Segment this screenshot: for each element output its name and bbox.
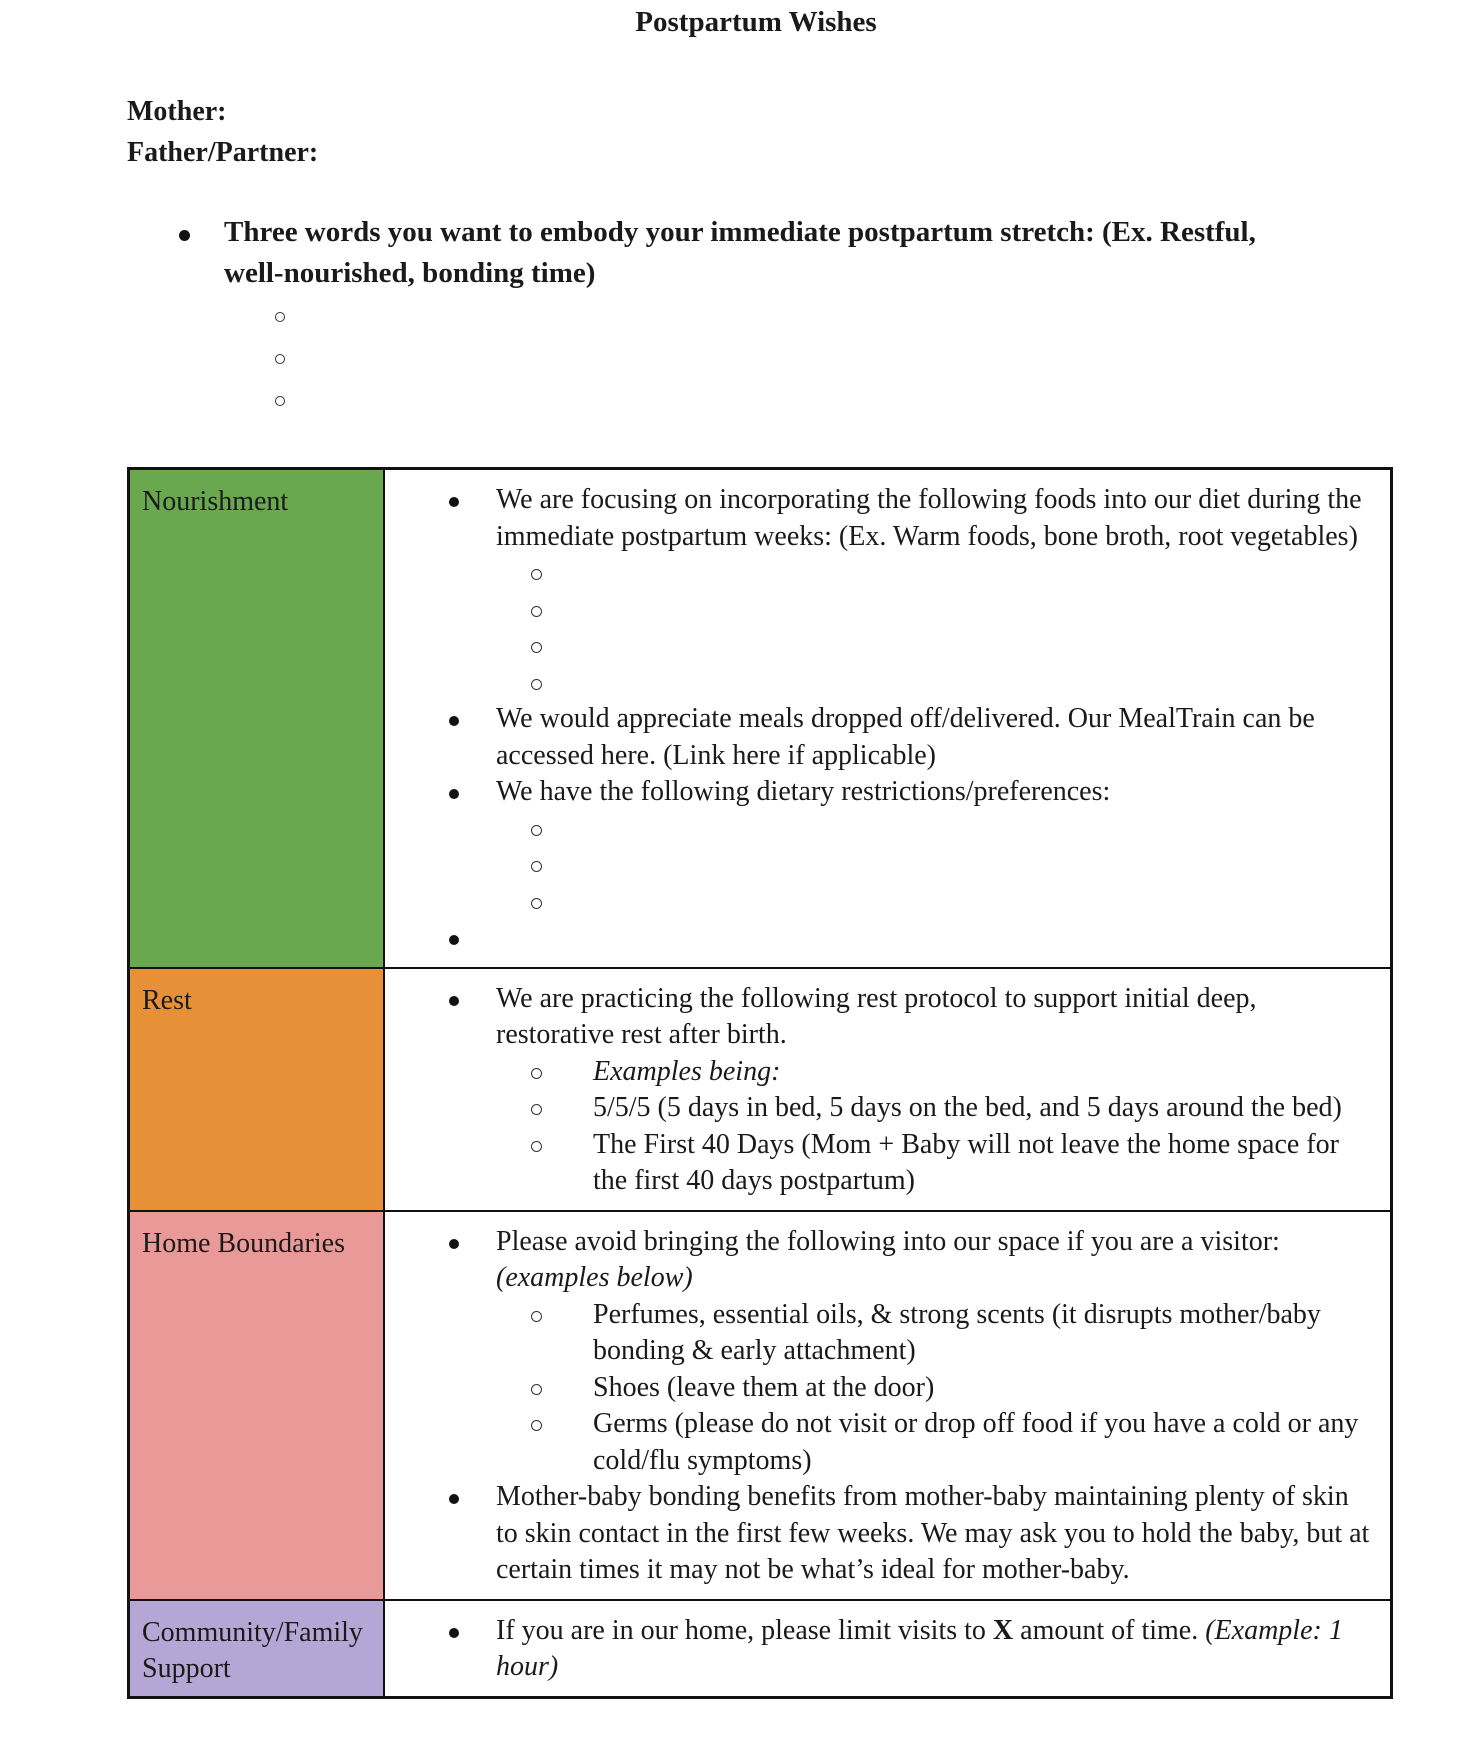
rest-sub-3: The First 40 Days (Mom + Baby will not leave the home space for the first 40 days postpartum) (593, 1128, 1339, 1196)
home-boundaries-content-cell (384, 1211, 1392, 1600)
table-row-home-boundaries (129, 1211, 1392, 1600)
bullet-icon (449, 935, 459, 945)
wishes-table (127, 467, 1393, 1699)
circle-bullet-icon (275, 354, 285, 364)
nourishment-item-2: We would appreciate meals dropped off/delivered. Our MealTrain can be accessed here. (Link here if applicable) (496, 703, 1315, 771)
home-sub-3: Germs (please do not visit or drop off food if you have a cold or any cold/flu symptoms) (593, 1408, 1359, 1476)
circle-bullet-icon (531, 679, 542, 690)
mother-label: Mother: (127, 96, 227, 127)
circle-bullet-icon (531, 569, 542, 580)
partner-label: Father/Partner: (127, 137, 319, 168)
intro-section (158, 212, 1298, 424)
blank-subitem[interactable] (385, 628, 1372, 665)
blank-list-item[interactable] (385, 920, 1372, 957)
sub-list-item (385, 1090, 1372, 1127)
sub-list-item (385, 1297, 1372, 1370)
bullet-icon (449, 716, 459, 726)
rest-sub-1: Examples being: (593, 1055, 781, 1087)
circle-bullet-icon (531, 642, 542, 653)
blank-subitem[interactable] (385, 847, 1372, 884)
nourishment-item-3: We have the following dietary restrictions/preferences: (496, 776, 1111, 807)
bullet-icon (449, 497, 459, 507)
community-item-post: amount of time. (1020, 1614, 1199, 1646)
page-title: Postpartum Wishes (635, 6, 877, 38)
nourishment-label: Nourishment (142, 486, 289, 517)
nourishment-content-cell (384, 469, 1392, 968)
rest-sub-2: 5/5/5 (5 days in bed, 5 days on the bed, and 5 days around the bed) (593, 1092, 1342, 1123)
list-item (385, 482, 1372, 555)
blank-subitem[interactable] (385, 555, 1372, 592)
community-label: Community/Family Support (142, 1616, 363, 1684)
home-item-2: Mother-baby bonding benefits from mother-baby maintaining plenty of skin to skin contact in the first few weeks. We may ask you to hold the baby, but at certain times it may not be what’s ideal for mother-baby. (496, 1481, 1370, 1585)
intro-blank-subitem[interactable] (158, 382, 1298, 424)
blank-subitem[interactable] (385, 884, 1372, 921)
circle-bullet-icon (531, 1384, 542, 1395)
sub-list-item (385, 1370, 1372, 1407)
circle-bullet-icon (531, 1068, 542, 1079)
rest-label: Rest (142, 984, 192, 1016)
circle-bullet-icon (531, 1311, 542, 1322)
intro-text: Three words you want to embody your immediate postpartum stretch: (Ex. Restful, well-nourished, bonding time) (224, 216, 1256, 289)
nourishment-item-1: We are focusing on incorporating the following foods into our diet during the immediate postpartum weeks: (Ex. Warm foods, bone broth, root vegetables) (496, 484, 1362, 552)
intro-blank-subitem[interactable] (158, 340, 1298, 382)
home-boundaries-label: Home Boundaries (142, 1227, 345, 1259)
bullet-icon (449, 1494, 459, 1504)
community-item-bold: X (992, 1614, 1014, 1646)
rest-label-cell (129, 968, 385, 1211)
bullet-icon (449, 1239, 459, 1249)
home-boundaries-label-cell (129, 1211, 385, 1600)
community-item-example: (Example: 1 hour) (496, 1614, 1343, 1682)
circle-bullet-icon (275, 396, 285, 406)
sub-list-item (385, 1127, 1372, 1200)
intro-blank-subitem[interactable] (158, 298, 1298, 340)
circle-bullet-icon (531, 861, 542, 872)
bullet-icon (449, 996, 459, 1006)
list-item (385, 1613, 1372, 1686)
sub-list-item (385, 1406, 1372, 1479)
bullet-icon (449, 789, 459, 799)
community-content-cell (384, 1600, 1392, 1698)
home-item-1-note: (examples below) (496, 1262, 693, 1293)
nourishment-label-cell (129, 469, 385, 968)
rest-item-1: We are practicing the following rest protocol to support initial deep, restorative rest after birth. (496, 982, 1257, 1050)
blank-subitem[interactable] (385, 592, 1372, 629)
circle-bullet-icon (531, 825, 542, 836)
community-item-pre: If you are in our home, please limit visits to (496, 1614, 986, 1646)
list-item (385, 1224, 1372, 1297)
circle-bullet-icon (531, 1420, 542, 1431)
home-sub-1: Perfumes, essential oils, & strong scents (it disrupts mother/baby bonding & early attachment) (593, 1298, 1321, 1366)
intro-bullet (158, 212, 1298, 294)
circle-bullet-icon (531, 898, 542, 909)
circle-bullet-icon (531, 1104, 542, 1115)
list-item (385, 981, 1372, 1054)
table-row-nourishment (129, 469, 1392, 968)
home-item-1-text: Please avoid bringing the following into our space if you are a visitor: (496, 1225, 1280, 1257)
circle-bullet-icon (531, 1141, 542, 1152)
blank-subitem[interactable] (385, 665, 1372, 702)
sub-list-item (385, 1054, 1372, 1091)
bullet-icon (449, 1628, 459, 1638)
rest-content-cell (384, 968, 1392, 1211)
blank-subitem[interactable] (385, 811, 1372, 848)
circle-bullet-icon (275, 312, 285, 322)
list-item (385, 1479, 1372, 1589)
list-item (385, 774, 1372, 811)
bullet-icon (179, 230, 190, 241)
table-row-community (129, 1600, 1392, 1698)
home-sub-2: Shoes (leave them at the door) (593, 1371, 935, 1403)
circle-bullet-icon (531, 606, 542, 617)
list-item (385, 701, 1372, 774)
community-label-cell (129, 1600, 385, 1698)
table-row-rest (129, 968, 1392, 1211)
